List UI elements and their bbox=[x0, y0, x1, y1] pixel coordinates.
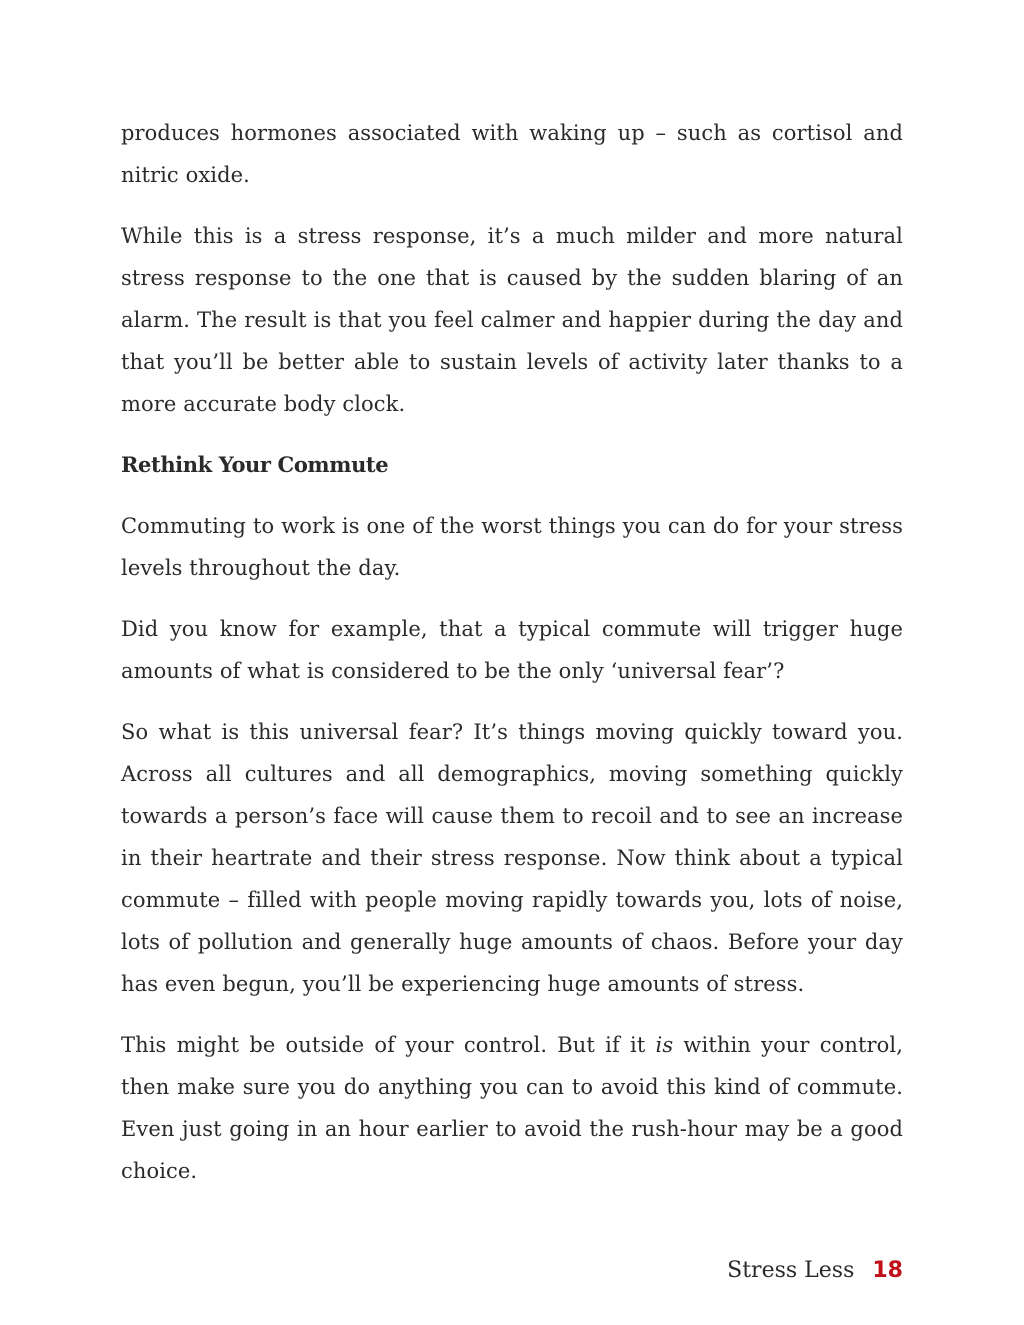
page-footer bbox=[727, 1253, 903, 1289]
paragraph-5: So what is this universal fear? It’s things moving quickly toward you. Across all cultures and all demographics, moving something quickly towards a person’s face will cause them to recoil and to see an increase in their heartrate and their stress response. Now think about a typical commute – filled with people moving rapidly towards you, lots of noise, lots of pollution and generally huge amounts of chaos. Before your day has even begun, you’ll be experiencing huge amounts of stress. bbox=[121, 720, 903, 996]
paragraph-2: While this is a stress response, it’s a much milder and more natural stress response to the one that is caused by the sudden blaring of an alarm. The result is that you feel calmer and happier during the day and that you’ll be better able to sustain levels of activity later thanks to a more accurate body clock. bbox=[121, 224, 903, 416]
paragraph-1: produces hormones associated with waking up – such as cortisol and nitric oxide. bbox=[121, 121, 903, 187]
paragraph-6-start: This might be outside of your control. But if it bbox=[121, 1033, 656, 1057]
paragraph-6-emphasis: is bbox=[655, 1033, 674, 1057]
paragraph-3: Commuting to work is one of the worst things you can do for your stress levels throughout the day. bbox=[121, 514, 903, 580]
page-body bbox=[121, 112, 903, 1211]
paragraph-6 bbox=[121, 1024, 903, 1192]
book-title: Stress Less bbox=[727, 1258, 855, 1283]
section-heading: Rethink Your Commute bbox=[121, 452, 389, 477]
page-number: 18 bbox=[872, 1258, 903, 1283]
paragraph-4: Did you know for example, that a typical commute will trigger huge amounts of what is considered to be the only ‘universal fear’? bbox=[121, 617, 903, 683]
paragraph-6-end: within your control, then make sure you do anything you can to avoid this kind of commute. Even just going in an hour earlier to avoid the rush-hour may be a good choice. bbox=[121, 1033, 903, 1183]
